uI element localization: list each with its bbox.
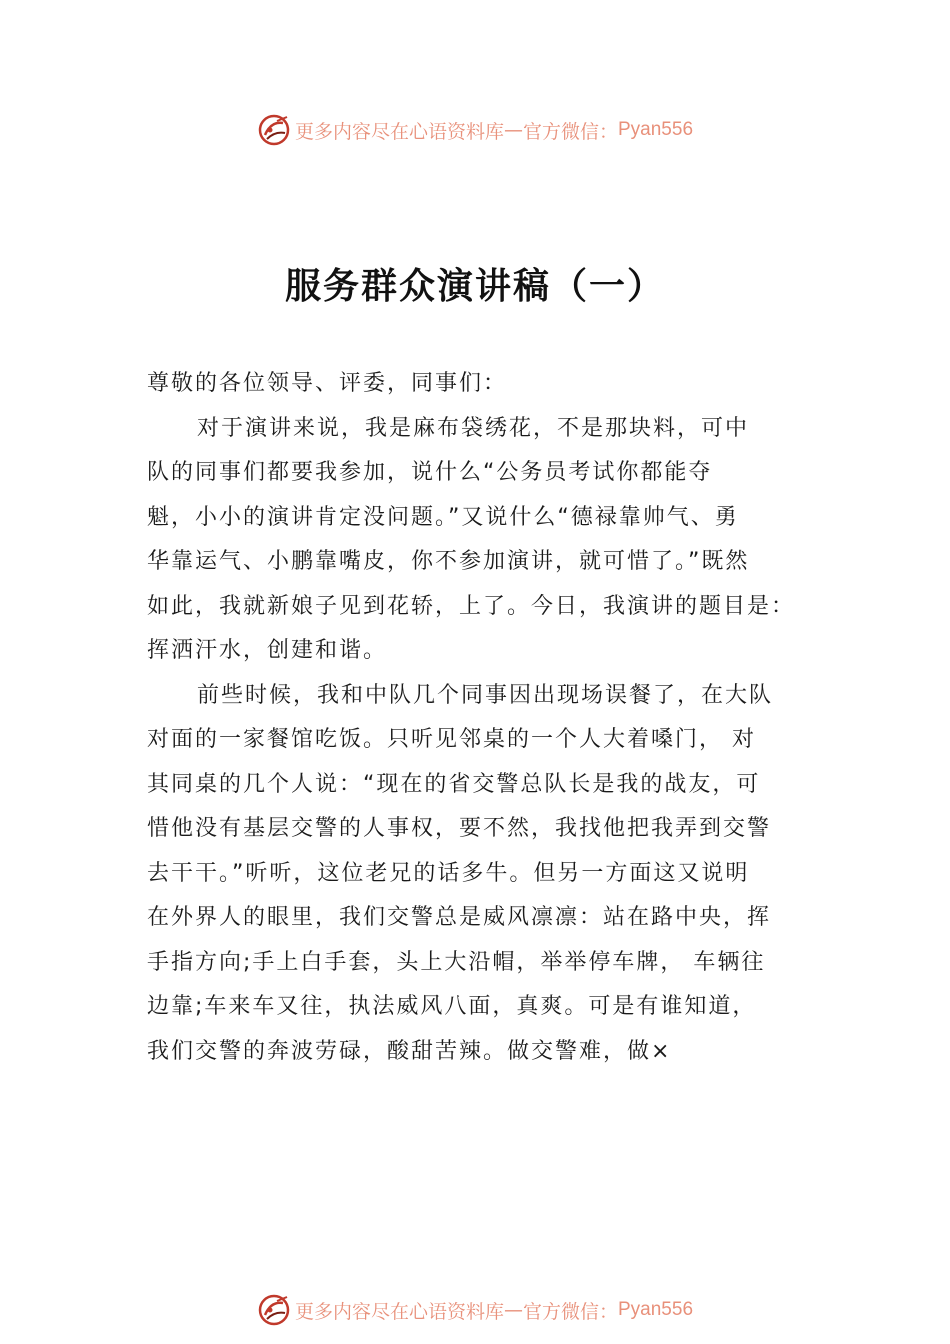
- paragraph-line: 魁，小小的演讲肯定没问题。”又说什么“德禄靠帅气、勇: [147, 504, 739, 530]
- paragraph-line: 对面的一家餐馆吃饭。只听见邻桌的一个人大着嗓门， 对: [147, 727, 756, 752]
- paragraph-line: 挥洒汗水，创建和谐。: [147, 638, 388, 663]
- banner-official-label: 官方微信：: [522, 120, 618, 143]
- logo-icon: [257, 1293, 291, 1327]
- document-title: 服务群众演讲稿（一）: [284, 265, 665, 307]
- paragraph-line: 对于演讲来说，我是麻布袋绣花，不是那块料，可中: [197, 415, 750, 441]
- header-banner: [0, 110, 950, 150]
- banner-wechat-id: Pyan556: [618, 119, 694, 140]
- paragraph-line: 手指方向;手上白手套，头上大沿帽，举举停车牌， 车辆往: [147, 949, 766, 975]
- paragraph-line: 队的同事们都要我参加，说什么“公务员考试你都能夺: [147, 460, 713, 485]
- banner-separator: —: [503, 1299, 523, 1321]
- paragraph-line: 其同桌的几个人说：“现在的省交警总队长是我的战友，可: [147, 771, 761, 797]
- paragraph-line: 在外界人的眼里，我们交警总是威风凛凛：站在路中央，挥: [147, 905, 772, 930]
- paragraph-line: 如此，我就新娘子见到花轿，上了。今日，我演讲的题目是：: [147, 593, 796, 619]
- paragraph-line: 边靠;车来车又往，执法威风八面，真爽。可是有谁知道，: [147, 994, 757, 1019]
- banner-wechat-id: Pyan556: [618, 1299, 694, 1320]
- document-body: [147, 362, 807, 1074]
- banner-official-label: 官方微信：: [522, 1300, 618, 1323]
- banner-separator: —: [503, 119, 523, 141]
- paragraph-line: 我们交警的奔波劳碌，酸甜苦辣。做交警难，做×: [147, 1038, 672, 1064]
- paragraph-line: 华靠运气、小鹏靠嘴皮，你不参加演讲，就可惜了。”既然: [147, 549, 750, 574]
- salutation-line: 尊敬的各位领导、评委，同事们：: [147, 371, 508, 396]
- logo-icon: [257, 113, 291, 147]
- paragraph-line: 去干干。”听听，这位老兄的话多牛。但另一方面这又说明: [147, 860, 750, 886]
- banner-brand-text: 更多内容尽在心语资料库: [294, 120, 504, 143]
- paragraph-line: 前些时候，我和中队几个同事因出现场误餐了，在大队: [197, 682, 774, 708]
- paragraph-line: 惜他没有基层交警的人事权，要不然，我找他把我弄到交警: [147, 816, 772, 841]
- banner-brand-text: 更多内容尽在心语资料库: [294, 1300, 504, 1323]
- footer-banner: [0, 1290, 950, 1330]
